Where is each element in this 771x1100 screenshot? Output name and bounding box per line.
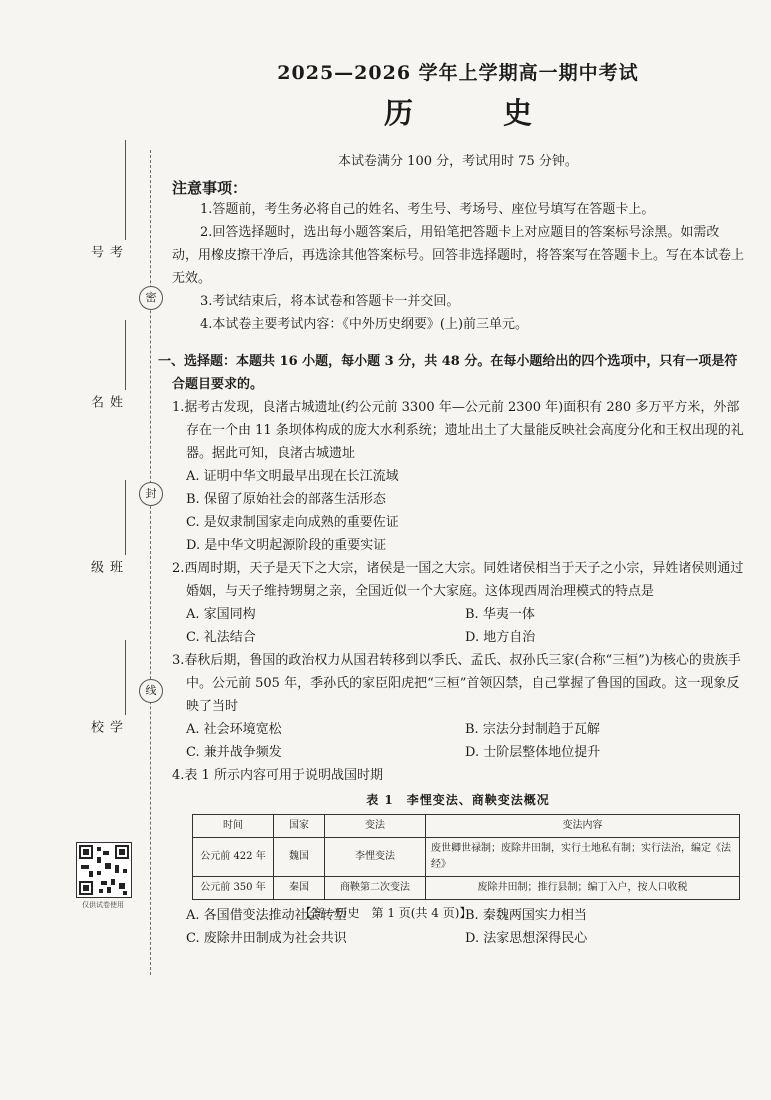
- question-1: [172, 396, 744, 557]
- table-row: [193, 877, 740, 900]
- school-label: 学校: [88, 720, 122, 733]
- question-stem: 2.西周时期，天子是天下之大宗，诸侯是一国之大宗。同姓诸侯相当于天子之小宗，异姓诸侯则通过婚姻，与天子维持甥舅之亲，全国近似一个大家庭。这体现西周治理模式的特点是: [172, 561, 744, 599]
- exam-number-line[interactable]: [125, 140, 126, 240]
- table-cell: 废除井田制；推行县制；编丁入户，按人口收税: [426, 877, 740, 900]
- option-b[interactable]: B. 华夷一体: [465, 607, 535, 622]
- notice-item: 4.本试卷主要考试内容：《中外历史纲要》(上)前三单元。: [200, 317, 529, 332]
- question-4: [172, 764, 744, 950]
- notice-item: 3.考试结束后，将本试卷和答题卡一并交回。: [200, 294, 460, 309]
- section-heading: 一、选择题：本题共 16 小题，每小题 3 分，共 48 分。在每小题给出的四个选项中，只有一项是符合题目要求的。: [158, 354, 738, 392]
- table-cell: 公元前 350 年: [193, 877, 274, 900]
- option-b[interactable]: B. 秦魏两国实力相当: [465, 908, 587, 923]
- option-b[interactable]: B. 保留了原始社会的部落生活形态: [186, 492, 386, 507]
- class-label: 班级: [88, 560, 122, 573]
- name-line[interactable]: [125, 320, 126, 390]
- table-header: 变法: [325, 815, 426, 838]
- name-label: 姓名: [88, 395, 122, 408]
- table-cell: 魏国: [274, 838, 325, 877]
- option-d[interactable]: D. 法家思想深得民心: [465, 931, 588, 946]
- seal-mark-feng: 封: [139, 482, 163, 506]
- question-stem: 4.表 1 所示内容可用于说明战国时期: [172, 768, 383, 783]
- option-a[interactable]: A. 家国同构: [186, 607, 256, 622]
- question-stem: 1.据考古发现，良渚古城遗址(约公元前 3300 年—公元前 2300 年)面积有 280 多万平方米，外部存在一个由 11 条坝体构成的庞大水利系统；遗址出土了大量能反映社会高度分化和王权出现的礼器。据此可知，良渚古城遗址: [172, 400, 744, 461]
- class-line[interactable]: [125, 480, 126, 555]
- qr-code: [76, 842, 132, 898]
- table-cell: 公元前 422 年: [193, 838, 274, 877]
- option-d[interactable]: D. 是中华文明起源阶段的重要实证: [186, 538, 387, 553]
- notice-item: 1.答题前，考生务必将自己的姓名、考生号、考场号、座位号填写在答题卡上。: [200, 202, 655, 217]
- option-b[interactable]: B. 宗法分封制趋于瓦解: [465, 722, 600, 737]
- exam-title: 2025—2026 学年上学期高一期中考试: [277, 62, 639, 84]
- table-row: [193, 838, 740, 877]
- table-header-row: [193, 815, 740, 838]
- subject-title: 历 史: [383, 96, 573, 130]
- table-header: 国家: [274, 815, 325, 838]
- table-cell: 秦国: [274, 877, 325, 900]
- option-a[interactable]: A. 各国借变法推动社会转型: [186, 908, 347, 923]
- question-stem: 3.春秋后期，鲁国的政治权力从国君转移到以季氏、孟氏、叔孙氏三家(合称“三桓”)为核心的贵族手中。公元前 505 年，季孙氏的家臣阳虎把“三桓”首领囚禁，自己掌握了鲁国的国政。这一现象反映了当时: [172, 653, 741, 714]
- question-2: [172, 557, 744, 649]
- option-c[interactable]: C. 废除井田制成为社会共识: [186, 931, 347, 946]
- school-line[interactable]: [125, 640, 126, 715]
- qr-caption: 仅供试卷使用: [82, 901, 124, 909]
- binding-margin: [0, 0, 150, 1100]
- exam-content: [158, 58, 745, 950]
- notice-item: 2.回答选择题时，选出每小题答案后，用铅笔把答题卡上对应题目的答案标号涂黑。如需改动，用橡皮擦干净后，再选涂其他答案标号。回答非选择题时，将答案写在答题卡上。写在本试卷上无效。: [172, 225, 745, 286]
- reform-table: [192, 814, 740, 900]
- table-header: 时间: [193, 815, 274, 838]
- option-a[interactable]: A. 社会环境宽松: [186, 722, 282, 737]
- option-c[interactable]: C. 兼并战争频发: [186, 745, 282, 760]
- seal-mark-xian: 线: [139, 679, 163, 703]
- table-header: 变法内容: [426, 815, 740, 838]
- question-3: [172, 649, 744, 764]
- option-c[interactable]: C. 礼法结合: [186, 630, 256, 645]
- notice-heading: 注意事项：: [172, 179, 248, 197]
- table-cell: 商鞅第二次变法: [325, 877, 426, 900]
- table-cell: 废世卿世禄制；废除井田制，实行土地私有制；实行法治，编定《法经》: [426, 838, 740, 877]
- option-c[interactable]: C. 是奴隶制国家走向成熟的重要佐证: [186, 515, 399, 530]
- binding-line: [150, 150, 151, 975]
- option-d[interactable]: D. 地方自治: [465, 630, 536, 645]
- table-cell: 李悝变法: [325, 838, 426, 877]
- exam-number-label: 考号: [88, 245, 122, 258]
- option-d[interactable]: D. 士阶层整体地位提升: [465, 745, 601, 760]
- page-footer: 【高一历史 第 1 页(共 4 页)】: [299, 906, 472, 920]
- table-caption: 表 1 李悝变法、商鞅变法概况: [366, 793, 550, 807]
- exam-intro: 本试卷满分 100 分，考试用时 75 分钟。: [338, 154, 578, 169]
- seal-mark-mi: 密: [139, 286, 163, 310]
- notice-block: [172, 177, 744, 336]
- option-a[interactable]: A. 证明中华文明最早出现在长江流域: [186, 469, 399, 484]
